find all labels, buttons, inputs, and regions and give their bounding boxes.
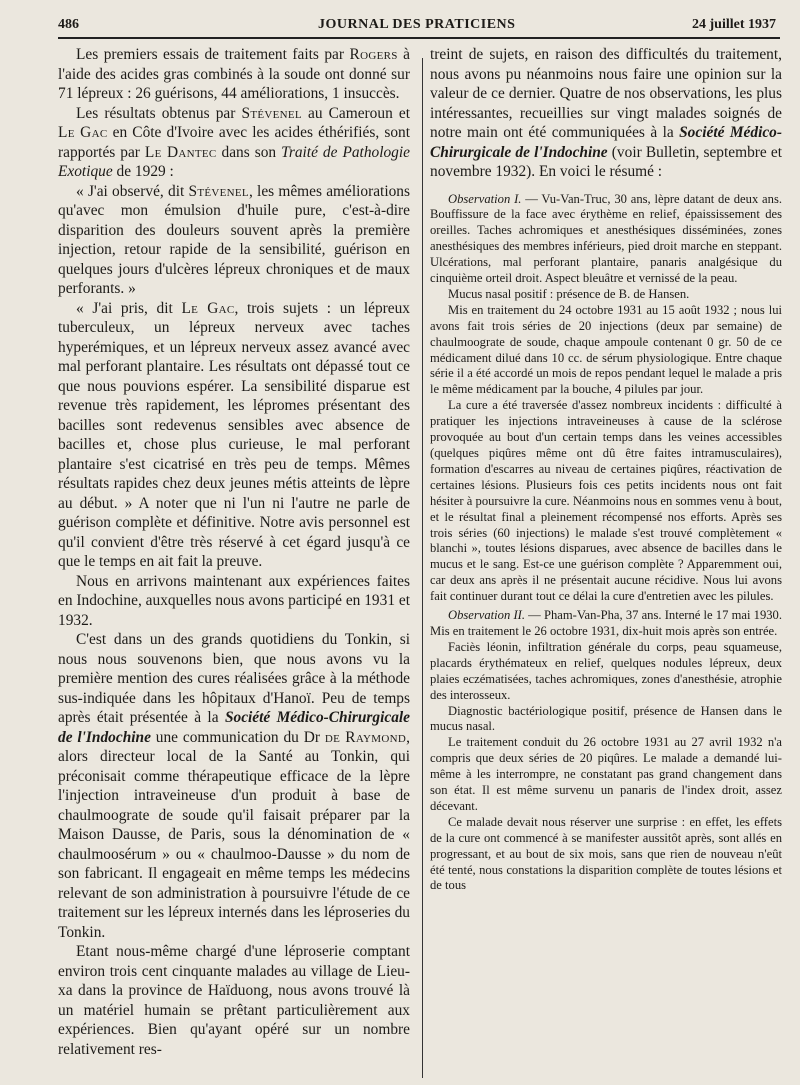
- paragraph: Nous en arrivons maintenant aux expériences faites en Indochine, auxquelles nous avons participé en 1931 et 1932.: [58, 572, 410, 629]
- column-divider: [422, 58, 423, 1078]
- quote-paragraph: « J'ai observé, dit Stévenel, les mêmes améliorations qu'avec mon émulsion d'huile pure, c'est-à-dire disparition des douleurs souvent après la première injection, retour rapide de la sensibilité, guérison en quelques jours d'ulcères lépreux chroniques et de maux perforants. »: [58, 182, 410, 297]
- paragraph: treint de sujets, en raison des difficultés du traitement, nous avons pu néanmoins nous faire une opinion sur la valeur de ce dernier. Quatre de nos observations, les plus intéressantes, recueillies sur vingt malades soignés de notre main ont été communiquées à la Société Médico-Chirurgicale de l'Indochine (voir Bulletin, septembre et novembre 1932). En voici le résumé :: [430, 46, 782, 180]
- observation-2: Observation II. — Pham-Van-Pha, 37 ans. Interné le 17 mai 1930. Mis en traitement le 26 octobre 1931, dix-huit mois après son entrée. Faciès léonin, infiltration générale du corps, peau squameuse, placards érythémateux en relief, quelques nodules lépreux, deux plaies eczématisées, taches achromiques, zones d'anesthésie, atrophie des interosseux. Diagnostic bactériologique positif, présence de Hansen dans le mucus nasal. Le traitement conduit du 26 octobre 1931 au 27 avril 1932 n'a compris que deux séries de 20 piqûres. Le malade a demandé lui-même à les interrompre, ne constatant pas grand changement dans son état. Il est même survenu un panaris de l'index droit, assez décevant. Ce malade devait nous réserver une surprise : en effet, les effets de la cure ont commencé à se manifester aussitôt après, sont allés en progressant, et au bout de six mois, sans que rien de nouveau n'eût été tenté, nous constations la disparition complète de toutes lésions et de tous: [430, 608, 782, 893]
- header-rule: [58, 37, 780, 39]
- issue-date: 24 juillet 1937: [692, 17, 776, 32]
- quote-paragraph: « J'ai pris, dit Le Gac, trois sujets : un lépreux tuberculeux, un lépreux nerveux avec taches hyperémiques, et un lépreux nerveux assez avancé avec mal perforant plantaire. Les résultats ont dépassé tout ce que nous pouvions espérer. La sensibilité disparue est revenue très rapidement, les lépromes présentant des bacilles sont redevenus sensibles avec absence de bacilles et, chose plus curieuse, le mal perforant plantaire s'est cicatrisé en très peu de temps. Mêmes résultats rapides chez deux jeunes métis atteints de lèpre au début. » A noter que ni l'un ni l'autre ne parle de guérison complète et définitive. Notre avis personnel est qu'il convient d'être très réservé à cet égard jusqu'à ce que le temps en ait fait la preuve.: [58, 299, 410, 570]
- journal-title: JOURNAL DES PRATICIENS: [318, 17, 516, 32]
- page-header: [58, 15, 780, 35]
- right-column: [430, 45, 782, 894]
- paragraph: Etant nous-même chargé d'une léproserie comptant environ trois cent cinquante malades au village de Lieu-xa dans la province de Haïduong, nous avons trouvé là un matériel humain se prêtant particulièrement aux expériences. Bien qu'ayant opéré sur un nombre relativement res-: [58, 943, 410, 1058]
- observation-1: Observation I. — Vu-Van-Truc, 30 ans, lèpre datant de deux ans. Bouffissure de la face avec érythème en relief, épaississement des oreilles. Taches achromiques et anesthésiques disséminées, zones anesthésiques des membres inférieurs, pied droit marche en steppant. Ulcérations, mal perforant plantaire, panaris analgésique du cinquième orteil droit. Aspect bleuâtre et vernissé de la peau. Mucus nasal positif : présence de B. de Hansen. Mis en traitement du 24 octobre 1931 au 15 août 1932 ; nous lui avons fait trois séries de 20 injections (deux par semaine) de chaulmoograte de soude, chaque ampoule contenant 0 gr. 50 de ce médicament dilué dans 10 cc. de sérum physiologique. Entre chaque série il a été accordé un mois de repos pendant lequel le malade a pris le même médicament par la bouche, 4 pilules par jour. La cure a été traversée d'assez nombreux incidents : difficulté à pratiquer les injections intraveineuses à cause de la sclérose provoquée au bout d'un certain temps dans les veines accessibles (quelques piqûres même ont dû être faites intramusculaires), formation d'escarres au niveau de certaines piqûres, réactivation de certaines lésions. Plusieurs fois ces petits incidents nous ont fait hésiter à poursuivre la cure. Néanmoins nous en sommes venu à bout, et le résultat final a pleinement récompensé nos efforts. Après ses trois séries (60 injections) le malade s'est trouvé complètement « blanchi », toutes lésions disparues, avec absence de bacilles dans le mucus et le sang. Est-ce une guérison complète ? Apparemment oui, car deux ans après il ne présentait aucune récidive. Nous lui avons fait continuer durant tout ce délai la cure d'entretien avec les pilules.: [430, 191, 782, 604]
- observation-title: Observation I.: [448, 191, 522, 206]
- paragraph: Les premiers essais de traitement faits par Rogers à l'aide des acides gras combinés à la soude ont donné sur 71 lépreux : 26 guérisons, 44 améliorations, 1 insuccès.: [58, 46, 410, 102]
- paragraph: C'est dans un des grands quotidiens du Tonkin, si nous nous souvenons bien, que nous avons vu la première mention des cures réalisées grâce à la méthode sus-indiquée dans les hôpitaux d'Hanoï. Peu de temps après était présentée à la Société Médico-Chirurgicale de l'Indochine une communication du Dr de Raymond, alors directeur local de la Santé au Tonkin, qui préconisait comme thérapeutique efficace de la lèpre l'injection intraveineuse d'un produit à base de chaulmoograte de soude qu'il faisait préparer par la Maison Dausse, de Paris, sous la dénomination de « chaulmoosérum » ou « chaulmoo-Dausse » du nom de son fabricant. Il engageait en même temps les médecins relevant de son administration à poursuivre l'étude de ce traitement sur les lépreux internés dans les léproseries du Tonkin.: [58, 631, 411, 941]
- observation-title: Observation II.: [448, 608, 525, 623]
- left-column: [58, 45, 410, 1059]
- paragraph: Les résultats obtenus par Stévenel au Cameroun et Le Gac en Côte d'Ivoire avec les acides éthérifiés, sont rapportés par Le Dantec dans son Traité de Pathologie Exotique de 1929 :: [58, 104, 410, 180]
- page-number: 486: [58, 17, 79, 32]
